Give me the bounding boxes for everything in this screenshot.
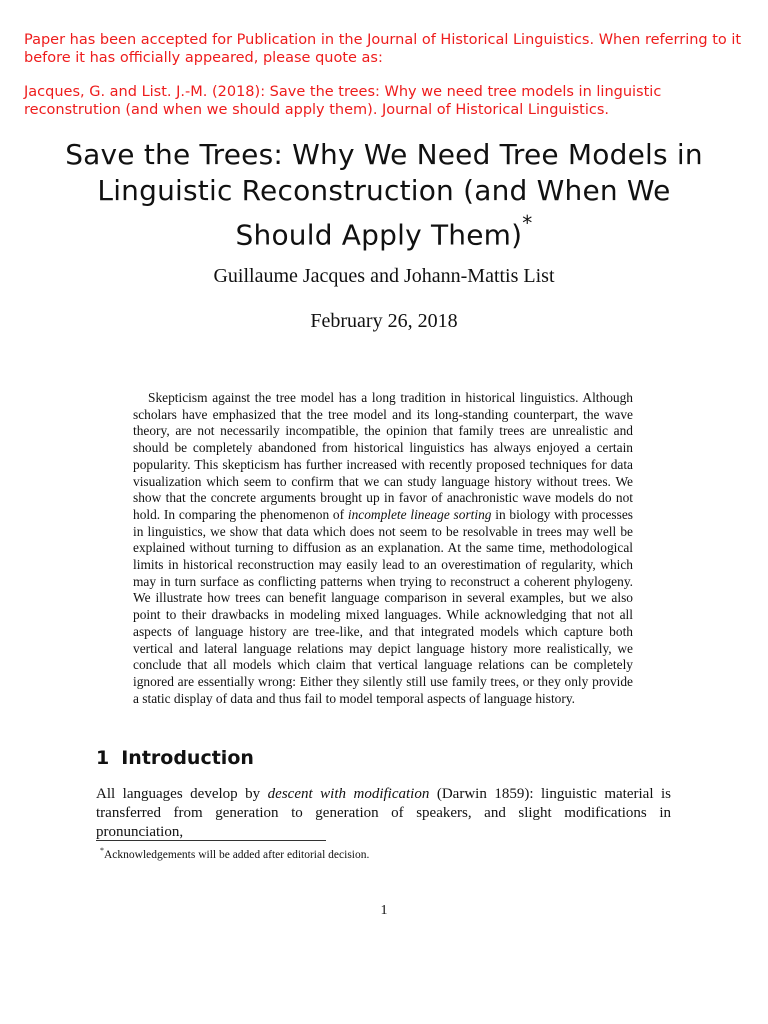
notice-citation-text: Jacques, G. and List. J.-M. (2018): Save the trees: Why we need tree models in linguistic reconstrution (and when we should apply them). Journal of Historical Linguistics. (24, 84, 662, 118)
section-heading (96, 747, 254, 769)
abstract (133, 390, 633, 707)
footnote (100, 843, 660, 863)
paper-date: February 26, 2018 (310, 310, 458, 332)
page-number: 1 (380, 903, 388, 918)
intro-paragraph (96, 785, 671, 842)
footnote-divider (96, 840, 326, 841)
intro-text-after: (Darwin 1859): linguistic material is transferred from generation to generation of speakers, and slight modifications in pronunciation, (96, 786, 671, 840)
paper-authors: Guillaume Jacques and Johann-Mattis List (213, 265, 555, 287)
paper-title (60, 137, 708, 253)
intro-emphasis: descent with modification (267, 786, 430, 802)
footnote-text: Acknowledgements will be added after editorial decision. (104, 848, 370, 861)
intro-text-before: All languages develop by (96, 786, 268, 802)
footnote-marker: * (100, 846, 104, 855)
paper-title-text: Save the Trees: Why We Need Tree Models in Linguistic Reconstruction (and When We Should Apply Them) (65, 138, 703, 252)
abstract-text-part2: in biology with processes in linguistics, we show that data which does not seem to be resolvable in trees may well be explained without turning to diffusion as an explanation. At the same time, methodological limits in historical reconstruction may easily lead to an overestimation of regularity, which may in turn surface as conflicting patterns when trying to reconstruct a coherent phylogeny. We illustrate how trees can benefit language comparison in several examples, but we also point to their drawbacks in modeling mixed languages. While acknowledging that not all aspects of language history are tree-like, and that integrated models which capture both vertical and lateral language relations may depict language history more realistically, we conclude that all models which claim that vertical language relations can be completely ignored are essentially wrong: Either they silently still use family trees, or they only provide a static display of data and thus fail to model temporal aspects of language history. (133, 506, 633, 706)
section-title: Introduction (121, 747, 254, 769)
section-number: 1 (96, 747, 110, 769)
title-footnote-marker: * (522, 211, 533, 235)
publication-notice (24, 31, 754, 135)
abstract-text-part1: Skepticism against the tree model has a long tradition in historical linguistics. Although scholars have emphasized that the tree model and its long-standing counterpart, the wave theory, are not necessarily incompatible, the opinion that family trees are unrealistic and should be completely abandoned from historical linguistics has always enjoyed a certain popularity. This skepticism has further increased with recently proposed techniques for data visualization which seem to confirm that we can study language history without trees. We show that the concrete arguments brought up in favor of anachronistic wave models do not hold. In comparing the phenomenon of (133, 390, 633, 522)
notice-accepted-text: Paper has been accepted for Publication in the Journal of Historical Linguistics. When referring to it before it has officially appeared, please quote as: (24, 32, 742, 66)
abstract-emphasis: incomplete lineage sorting (347, 506, 492, 522)
